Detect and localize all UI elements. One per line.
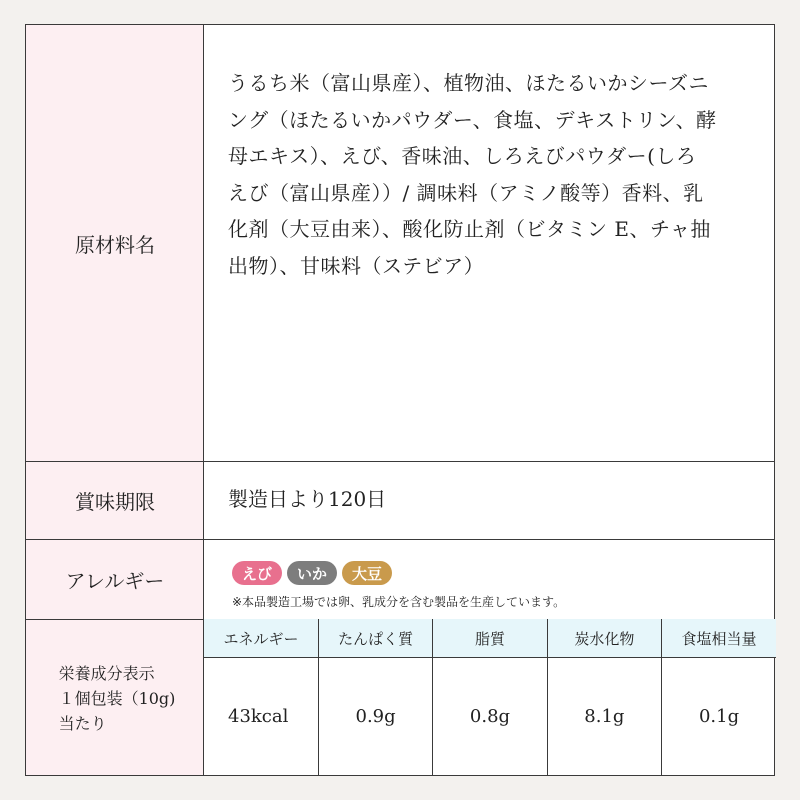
nutrition-header-row — [204, 619, 776, 658]
shelf-life-label: 賞味期限 — [75, 489, 155, 514]
allergy-tag-soybean: 大豆 — [342, 561, 392, 585]
shelf-life-value: 製造日より120日 — [228, 486, 387, 511]
nutrition-value: 43kcal — [204, 658, 318, 776]
nutrition-value: 0.9g — [318, 658, 432, 776]
ingredients-line: うるち米（富山県産）、植物油、ほたるいかシーズニ — [228, 71, 709, 95]
ingredients-line: ング（ほたるいかパウダー、食塩、デキストリン、酵 — [228, 107, 717, 132]
allergy-tags — [232, 561, 392, 585]
nutrition-header: 炭水化物 — [547, 619, 661, 658]
nutrition-header: たんぱく質 — [318, 619, 432, 658]
nutrition-value: 0.1g — [698, 706, 740, 727]
nutrition-value: 8.1g — [547, 658, 661, 776]
allergy-note: ※本品製造工場では卵、乳成分を含む製品を生産しています。 — [232, 595, 566, 609]
ingredients-label: 原材料名 — [75, 232, 155, 257]
allergy-tag-shrimp: えび — [232, 561, 282, 585]
nutrition-header: 脂質 — [433, 619, 547, 658]
ingredients-line: えび（富山県産））/ 調味料（アミノ酸等）香料、乳 — [228, 180, 704, 205]
nutrition-label-line: 当たり — [58, 713, 107, 733]
ingredients-line: 出物）、甘味料（ステビア） — [228, 253, 485, 278]
nutrition-header: 食塩相当量 — [662, 619, 776, 658]
nutrition-table — [204, 619, 776, 775]
nutrition-value-row — [204, 658, 776, 776]
ingredients-line: 化剤（大豆由来）、酸化防止剤（ビタミン E、チャ抽 — [228, 217, 711, 241]
nutrition-header: エネルギー — [204, 619, 318, 658]
nutrition-label — [26, 619, 204, 777]
ingredients-text — [228, 65, 748, 284]
nutrition-label-line: １個包装（10g) — [58, 688, 176, 708]
product-info-table — [25, 24, 775, 776]
nutrition-label-line: 栄養成分表示 — [58, 663, 155, 683]
ingredients-line: 母エキス）、えび、香味油、しろえびパウダー(しろ — [228, 144, 697, 168]
allergy-label: アレルギー — [65, 568, 165, 593]
allergy-tag-squid: いか — [287, 561, 337, 585]
nutrition-value: 0.8g — [433, 658, 547, 776]
